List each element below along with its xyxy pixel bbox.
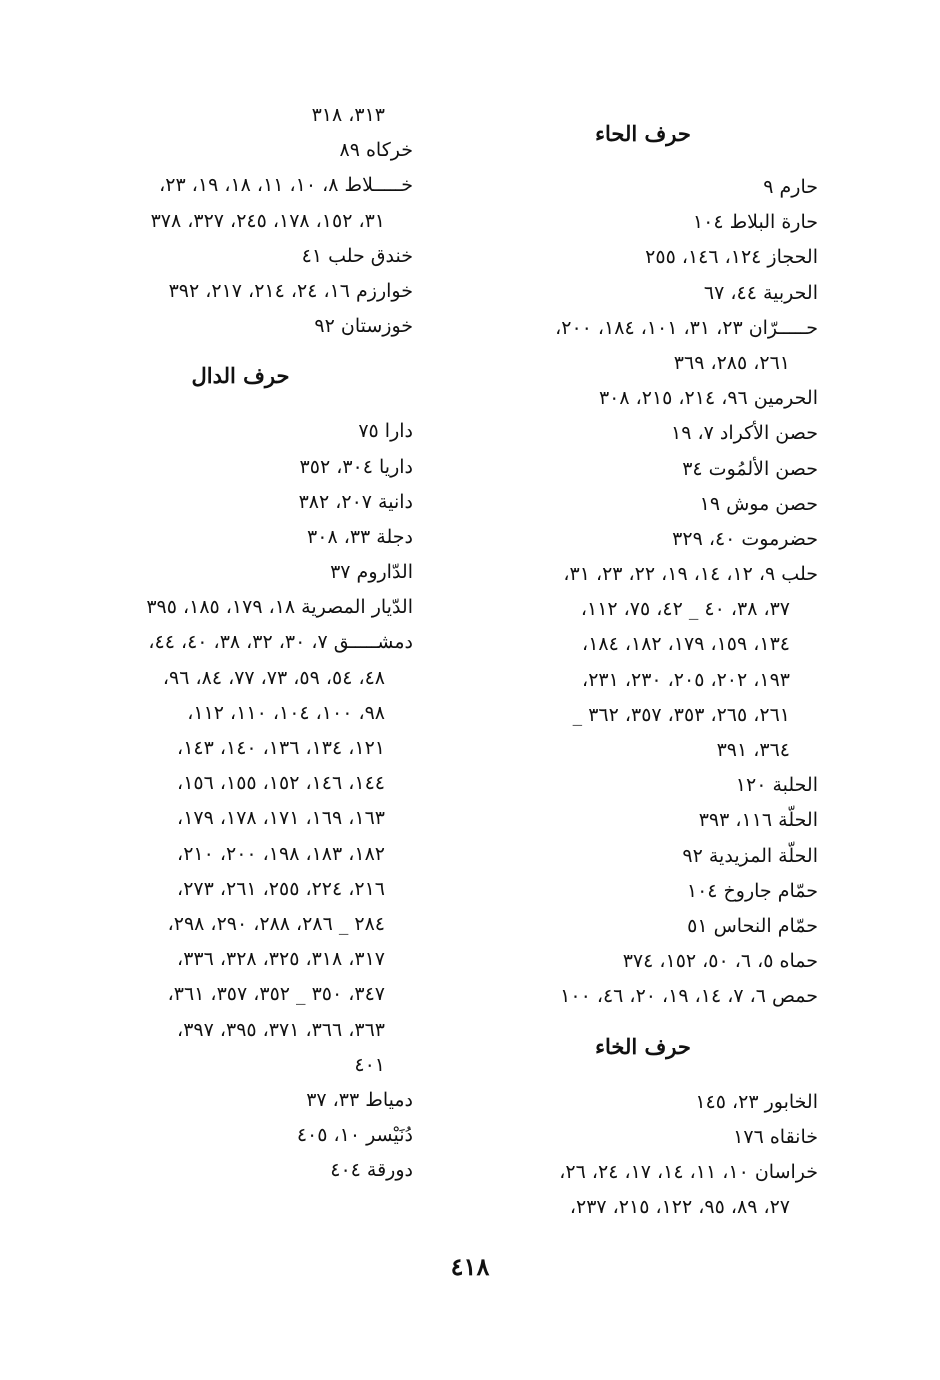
index-entry: دانية ٢٠٧، ٣٨٢ — [298, 490, 413, 513]
index-entry-continuation: ١٤٤، ١٤٦، ١٥٢، ١٥٥، ١٥٦، — [177, 772, 385, 795]
index-entry: حارة البلاط ١٠٤ — [692, 211, 818, 234]
index-entry-continuation: ٢١٦، ٢٢٤، ٢٥٥، ٢٦١، ٢٧٣، — [177, 877, 385, 900]
index-entry: خركاه ٨٩ — [339, 139, 413, 162]
index-entry: خندق حلب ٤١ — [301, 244, 413, 267]
index-entry: حصن الألمُوت ٣٤ — [682, 457, 818, 480]
index-entry: دارا ٧٥ — [358, 420, 413, 443]
index-entry-continuation: ٣١٣، ٣١٨ — [311, 104, 385, 126]
index-entry-continuation: ٣٧، ٣٨، ٤٠ _ ٤٢، ٧٥، ١١٢، — [580, 598, 790, 621]
index-entry: حضرموت ٤٠، ٣٢٩ — [672, 527, 818, 550]
index-entry: حمّام النحاس ٥١ — [687, 914, 818, 937]
index-entry: حصن الأكراد ٧، ١٩ — [671, 422, 818, 445]
index-entry-continuation: ١٨٢، ١٨٣، ١٩٨، ٢٠٠، ٢١٠، — [177, 842, 385, 865]
index-entry: حـــــرّان ٢٣، ٣١، ١٠١، ١٨٤، ٢٠٠، — [555, 316, 818, 339]
index-entry: خوزستان ٩٢ — [314, 315, 413, 338]
index-entry-continuation: ٢٨٤ _ ٢٨٦، ٢٨٨، ٢٩٠، ٢٩٨، — [167, 912, 385, 935]
index-entry-continuation: ١٦٣، ١٦٩، ١٧١، ١٧٨، ١٧٩، — [177, 807, 385, 830]
index-entry: حلب ٩، ١٢، ١٤، ١٩، ٢٢، ٢٣، ٣١، — [563, 563, 818, 586]
index-entry: الدّاروم ٣٧ — [330, 561, 413, 584]
index-entry: حارم ٩ — [763, 176, 818, 198]
index-entry: حماه ٥، ٦، ٥٠، ١٥٢، ٣٧٤ — [622, 950, 818, 973]
index-entry: دجلة ٣٣، ٣٠٨ — [307, 525, 413, 548]
index-entry-continuation: ٢٦١، ٢٨٥، ٣٦٩ — [673, 351, 790, 374]
index-entry: دمياط ٣٣، ٣٧ — [306, 1088, 413, 1111]
index-entry-continuation: ٤٠١ — [354, 1053, 385, 1076]
index-entry: الحلبة ١٢٠ — [735, 774, 818, 797]
index-entry: خوارزم ١٦، ٢٤، ٢١٤، ٢١٧، ٣٩٢ — [168, 279, 413, 302]
index-entry: الدّيار المصرية ١٨، ١٧٩، ١٨٥، ٣٩٥ — [146, 596, 413, 619]
index-entry-continuation: ٢٧، ٨٩، ٩٥، ١٢٢، ٢١٥، ٢٣٧، — [569, 1196, 790, 1219]
index-entry: الحرمين ٩٦، ٢١٤، ٢١٥، ٣٠٨ — [598, 387, 818, 410]
right-column — [468, 98, 818, 1225]
index-entry-continuation: ٢٦١، ٢٦٥، ٣٥٣، ٣٥٧، ٣٦٢ _ — [572, 703, 790, 726]
page-number: ٤١٨ — [450, 1252, 490, 1281]
index-entry: دمشـــــق ٧، ٣٠، ٣٢، ٣٨، ٤٠، ٤٤، — [148, 631, 413, 654]
index-entry-continuation: ٣١٧، ٣١٨، ٣٢٥، ٣٢٨، ٣٣٦، — [177, 948, 385, 971]
index-entry-continuation: ٣١، ١٥٢، ١٧٨، ٢٤٥، ٣٢٧، ٣٧٨ — [150, 209, 385, 232]
section-heading: حرف الدال — [191, 363, 290, 389]
index-entry-continuation: ٣٦٣، ٣٦٦، ٣٧١، ٣٩٥، ٣٩٧، — [177, 1018, 385, 1041]
index-entry: الخابور ٢٣، ١٤٥ — [695, 1090, 818, 1113]
index-entry: الحلّة المزيدية ٩٢ — [682, 844, 818, 867]
index-entry: حصن موش ١٩ — [699, 492, 818, 515]
index-entry: خراسان ١٠، ١١، ١٤، ١٧، ٢٤، ٢٦، — [559, 1160, 818, 1183]
index-entry-continuation: ٣٦٤، ٣٩١ — [716, 739, 790, 761]
index-entry: خانقاه ١٧٦ — [733, 1125, 818, 1148]
index-entry-continuation: ١٢١، ١٣٤، ١٣٦، ١٤٠، ١٤٣، — [177, 737, 385, 759]
index-entry: حمّام جاروخ ١٠٤ — [686, 879, 818, 902]
index-entry-continuation: ٤٨، ٥٤، ٥٩، ٧٣، ٧٧، ٨٤، ٩٦، — [162, 666, 385, 689]
index-entry: دُنَيْسر ١٠، ٤٠٥ — [296, 1124, 413, 1147]
index-entry: خـــــلاط ٨، ١٠، ١١، ١٨، ١٩، ٢٣، — [159, 174, 413, 197]
index-entry-continuation: ١٣٤، ١٥٩، ١٧٩، ١٨٢، ١٨٤، — [582, 633, 790, 656]
section-heading: حرف الحاء — [595, 121, 691, 146]
left-column — [68, 98, 413, 1188]
section-heading: حرف الخاء — [595, 1033, 691, 1059]
index-entry-continuation: ٣٤٧، ٣٥٠ _ ٣٥٢، ٣٥٧، ٣٦١، — [167, 983, 385, 1006]
index-entry-continuation: ٩٨، ١٠٠، ١٠٤، ١١٠، ١١٢، — [187, 701, 385, 724]
index-entry: داريا ٣٠٤، ٣٥٢ — [299, 455, 413, 478]
index-entry: حمص ٦، ٧، ١٤، ١٩، ٢٠، ٤٦، ١٠٠ — [560, 985, 818, 1008]
index-entry: الحجاز ١٢٤، ١٤٦، ٢٥٥ — [645, 246, 818, 269]
index-entry: الحلّة ١١٦، ٣٩٣ — [698, 809, 818, 832]
index-entry-continuation: ١٩٣، ٢٠٢، ٢٠٥، ٢٣٠، ٢٣١، — [582, 668, 790, 691]
index-entry: الحربية ٤٤، ٦٧ — [703, 281, 818, 304]
index-entry: دورقة ٤٠٤ — [330, 1159, 413, 1182]
